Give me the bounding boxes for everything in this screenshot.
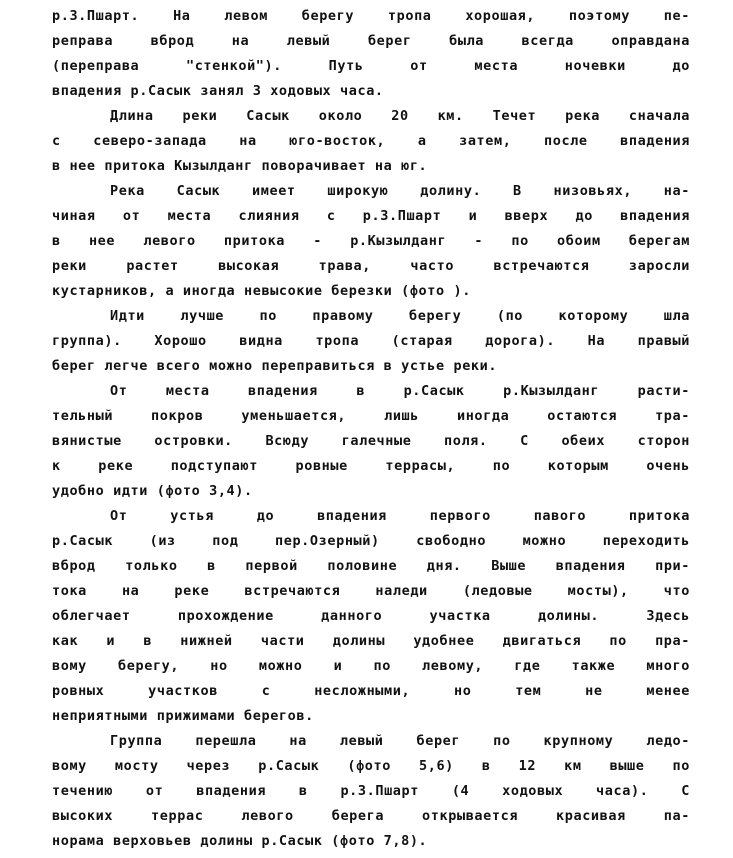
- text-line: тельный покров уменьшается, лишь иногда остаются тра-: [52, 408, 690, 424]
- text-line: норама верховьев долины р.Сасык (фото 7,8).: [52, 833, 428, 849]
- text-line: вброд только в первой половине дня. Выше впадения при-: [52, 558, 690, 574]
- text-line: Идти лучше по правому берегу (по которому шла: [110, 308, 690, 324]
- text-line: удобно идти (фото 3,4).: [52, 483, 253, 499]
- text-line: Река Сасык имеет широкую долину. В низовьях, на-: [110, 183, 690, 199]
- text-line: тока на реке встречаются наледи (ледовые мосты), что: [52, 583, 690, 599]
- text-line: впадения р.Сасык занял 3 ходовых часа.: [52, 83, 384, 99]
- text-line: с северо-запада на юго-восток, а затем, после впадения: [52, 133, 690, 149]
- text-line: кустарников, а иногда невысокие березки (фото ).: [52, 283, 471, 299]
- text-line: в нее левого притока - р.Кызылданг - по обоим берегам: [52, 233, 690, 249]
- text-line: От места впадения в р.Сасык р.Кызылданг расти-: [110, 383, 690, 399]
- text-line: р.З.Пшарт. На левом берегу тропа хорошая, поэтому пе-: [52, 8, 690, 24]
- text-line: реправа вброд на левый берег была всегда оправдана: [52, 33, 690, 49]
- text-line: высоких террас левого берега открывается красивая па-: [52, 808, 690, 824]
- text-line: облегчает прохождение данного участка долины. Здесь: [52, 608, 690, 624]
- text-line: вому берегу, но можно и по левому, где также много: [52, 658, 690, 674]
- text-line: группа). Хорошо видна тропа (старая дорога). На правый: [52, 333, 690, 349]
- text-line: ровных участков с несложными, но тем не менее: [52, 683, 690, 699]
- text-line: (переправа "стенкой"). Путь от места ночевки до: [52, 58, 690, 74]
- text-line: Длина реки Сасык около 20 км. Течет река сначала: [110, 108, 690, 124]
- text-line: как и в нижней части долины удобнее двигаться по пра-: [52, 633, 690, 649]
- text-line: Группа перешла на левый берег по крупному ледо-: [110, 733, 690, 749]
- text-line: берег легче всего можно переправиться в устье реки.: [52, 358, 498, 374]
- text-line: От устья до впадения первого павого притока: [110, 508, 690, 524]
- text-line: течению от впадения в р.З.Пшарт (4 ходовых часа). С: [52, 783, 690, 799]
- text-line: чиная от места слияния с р.З.Пшарт и вверх до впадения: [52, 208, 690, 224]
- text-line: реки растет высокая трава, часто встречаются заросли: [52, 258, 690, 274]
- text-line: вянистые островки. Всюду галечные поля. С обеих сторон: [52, 433, 690, 449]
- text-line: неприятными прижимами берегов.: [52, 708, 314, 724]
- text-line: вому мосту через р.Сасык (фото 5,6) в 12 км выше по: [52, 758, 690, 774]
- text-line: р.Сасык (из под пер.Озерный) свободно можно переходить: [52, 533, 690, 549]
- text-line: в нее притока Кызылданг поворачивает на юг.: [52, 158, 428, 174]
- text-line: к реке подступают ровные террасы, по которым очень: [52, 458, 690, 474]
